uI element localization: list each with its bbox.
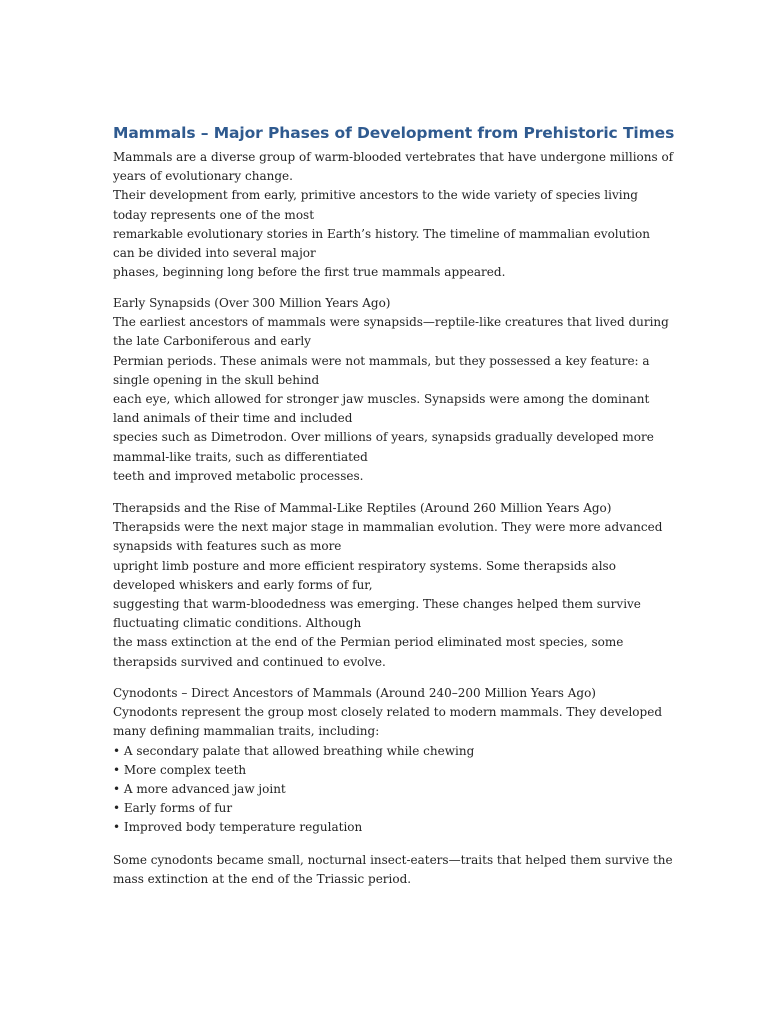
section-therapsids bbox=[113, 499, 673, 672]
text-line: Some cynodonts became small, nocturnal insect-eaters—traits that helped them survive the bbox=[113, 853, 673, 867]
text-line: mass extinction at the end of the Triassic period. bbox=[113, 872, 412, 887]
section-cynodonts bbox=[113, 684, 673, 838]
text-line: developed whiskers and early forms of fur, bbox=[113, 577, 373, 592]
bullet-item: • Improved body temperature regulation bbox=[113, 820, 363, 835]
text-line: years of evolutionary change. bbox=[113, 169, 293, 184]
section-heading: Therapsids and the Rise of Mammal-Like Reptiles (Around 260 Million Years Ago) bbox=[113, 501, 612, 515]
text-line: phases, beginning long before the first true mammals appeared. bbox=[113, 265, 506, 280]
text-line: the mass extinction at the end of the Permian period eliminated most species, some bbox=[113, 635, 624, 650]
text-line: Mammals are a diverse group of warm-blooded vertebrates that have undergone millions of bbox=[113, 150, 674, 164]
bullet-item: • More complex teeth bbox=[113, 762, 247, 777]
text-line: land animals of their time and included bbox=[113, 411, 353, 426]
text-line: therapsids survived and continued to evolve. bbox=[113, 654, 386, 669]
section-early-synapsids bbox=[113, 294, 673, 486]
intro-paragraph bbox=[113, 148, 673, 282]
text-line: suggesting that warm-bloodedness was emerging. These changes helped them survive bbox=[113, 597, 641, 612]
text-line: mammal-like traits, such as differentiated bbox=[113, 449, 368, 464]
text-line: remarkable evolutionary stories in Earth’s history. The timeline of mammalian evolution bbox=[113, 226, 650, 241]
text-line: Cynodonts represent the group most closely related to modern mammals. They developed bbox=[113, 705, 662, 720]
text-line: each eye, which allowed for stronger jaw muscles. Synapsids were among the dominant bbox=[113, 392, 650, 407]
text-line: Permian periods. These animals were not mammals, but they possessed a key feature: a bbox=[113, 353, 650, 368]
text-line: single opening in the skull behind bbox=[113, 372, 320, 387]
text-line: synapsids with features such as more bbox=[113, 539, 342, 554]
text-line: can be divided into several major bbox=[113, 246, 316, 261]
bullet-item: • Early forms of fur bbox=[113, 801, 233, 816]
text-line: The earliest ancestors of mammals were synapsids—reptile-like creatures that lived during bbox=[113, 315, 669, 330]
text-line: teeth and improved metabolic processes. bbox=[113, 468, 364, 483]
section-heading: Cynodonts – Direct Ancestors of Mammals (Around 240–200 Million Years Ago) bbox=[113, 686, 596, 700]
closing-paragraph bbox=[113, 851, 673, 889]
text-line: many defining mammalian traits, including: bbox=[113, 724, 380, 739]
section-heading: Early Synapsids (Over 300 Million Years Ago) bbox=[113, 296, 391, 310]
text-line: Therapsids were the next major stage in mammalian evolution. They were more advanced bbox=[113, 520, 663, 535]
text-line: Their development from early, primitive ancestors to the wide variety of species living bbox=[113, 188, 638, 203]
bullet-item: • A more advanced jaw joint bbox=[113, 782, 286, 797]
text-line: today represents one of the most bbox=[113, 207, 315, 222]
text-line: the late Carboniferous and early bbox=[113, 334, 311, 349]
text-line: species such as Dimetrodon. Over millions of years, synapsids gradually developed more bbox=[113, 430, 654, 445]
text-line: upright limb posture and more efficient respiratory systems. Some therapsids also bbox=[113, 558, 616, 573]
text-line: fluctuating climatic conditions. Although bbox=[113, 616, 362, 631]
bullet-item: • A secondary palate that allowed breathing while chewing bbox=[113, 743, 475, 758]
document-title: Mammals – Major Phases of Development from Prehistoric Times bbox=[113, 124, 675, 142]
